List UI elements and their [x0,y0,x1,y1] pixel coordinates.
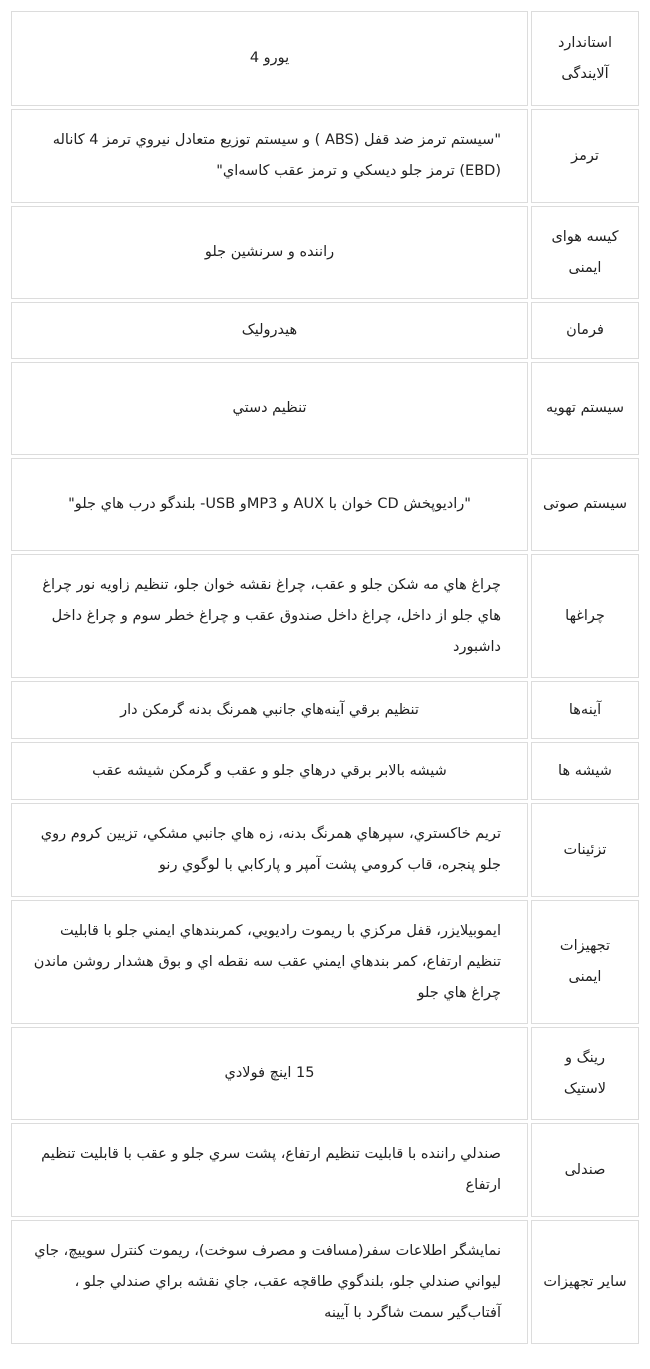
row-label: فرمان [531,302,639,359]
row-label: سیستم صوتی [531,458,639,551]
row-label: ترمز [531,109,639,203]
table-row [11,1027,639,1120]
row-value: "راديوپخش CD خوان با AUX و MP3و USB- بلندگو درب هاي جلو" [11,458,528,551]
row-label: سیستم تهویه [531,362,639,455]
row-value: چراغ هاي مه شکن جلو و عقب، چراغ نقشه خوان جلو، تنظيم زاويه نور چراغ هاي جلو از داخل، چراغ داخل صندوق عقب و چراغ خطر سوم و چراغ داخل داشبورد [11,554,528,678]
row-value: تنظيم دستي [11,362,528,455]
row-value: تنظيم برقي آينه‌هاي جانبي همرنگ بدنه گرمکن دار [11,681,528,739]
table-row [11,11,639,106]
table-row [11,362,639,455]
row-value: هيدروليک [11,302,528,359]
row-value: ايموبيلايزر، قفل مرکزي با ريموت راديويي، کمربندهاي ايمني جلو با قابليت تنظيم ارتفاع، کمر بندهاي ايمني عقب سه نقطه اي و بوق هشدار روشن ماندن چراغ هاي جلو [11,900,528,1024]
row-value: راننده و سرنشين جلو [11,206,528,299]
row-value: تريم خاکستري، سپرهاي همرنگ بدنه، زه هاي جانبي مشکي، تزيين کروم روي جلو پنجره، قاب کرومي پشت آمپر و پارکابي با لوگوي رنو [11,803,528,897]
table-row [11,458,639,551]
row-label: شیشه ها [531,742,639,800]
table-row [11,900,639,1024]
table-row [11,554,639,678]
table-row [11,302,639,359]
row-label: سایر تجهیزات [531,1220,639,1344]
table-row [11,803,639,897]
row-label: آینه‌ها [531,681,639,739]
row-value: صندلي راننده با قابليت تنظيم ارتفاع، پشت سري جلو و عقب با قابليت تنظيم ارتفاع [11,1123,528,1217]
row-value: شيشه بالابر برقي درهاي جلو و عقب و گرمکن شيشه عقب [11,742,528,800]
table-row [11,109,639,203]
row-value: يورو 4 [11,11,528,106]
specifications-table [8,8,642,1347]
row-label: چراغها [531,554,639,678]
row-label: کیسه هوای ایمنی [531,206,639,299]
table-row [11,1123,639,1217]
row-label: رینگ و لاستیک [531,1027,639,1120]
row-label: صندلی [531,1123,639,1217]
row-value: "سيستم ترمز ضد قفل (ABS ) و سيستم توزيع متعادل نيروي ترمز 4 کاناله (EBD) ترمز جلو ديسکي و ترمز عقب کاسه‌اي" [11,109,528,203]
row-value: 15 اينچ فولادي [11,1027,528,1120]
table-row [11,681,639,739]
table-row [11,1220,639,1344]
table-row [11,206,639,299]
row-label: تزئینات [531,803,639,897]
table-row [11,742,639,800]
row-label: استاندارد آلایندگی [531,11,639,106]
row-value: نمايشگر اطلاعات سفر(مسافت و مصرف سوخت)، ريموت کنترل سوييچ، جاي ليواني صندلي جلو، بلندگوي طاقچه عقب، جاي نقشه براي صندلي جلو ، آفتاب‌گير سمت شاگرد با آيينه [11,1220,528,1344]
row-label: تجهیزات ایمنی [531,900,639,1024]
